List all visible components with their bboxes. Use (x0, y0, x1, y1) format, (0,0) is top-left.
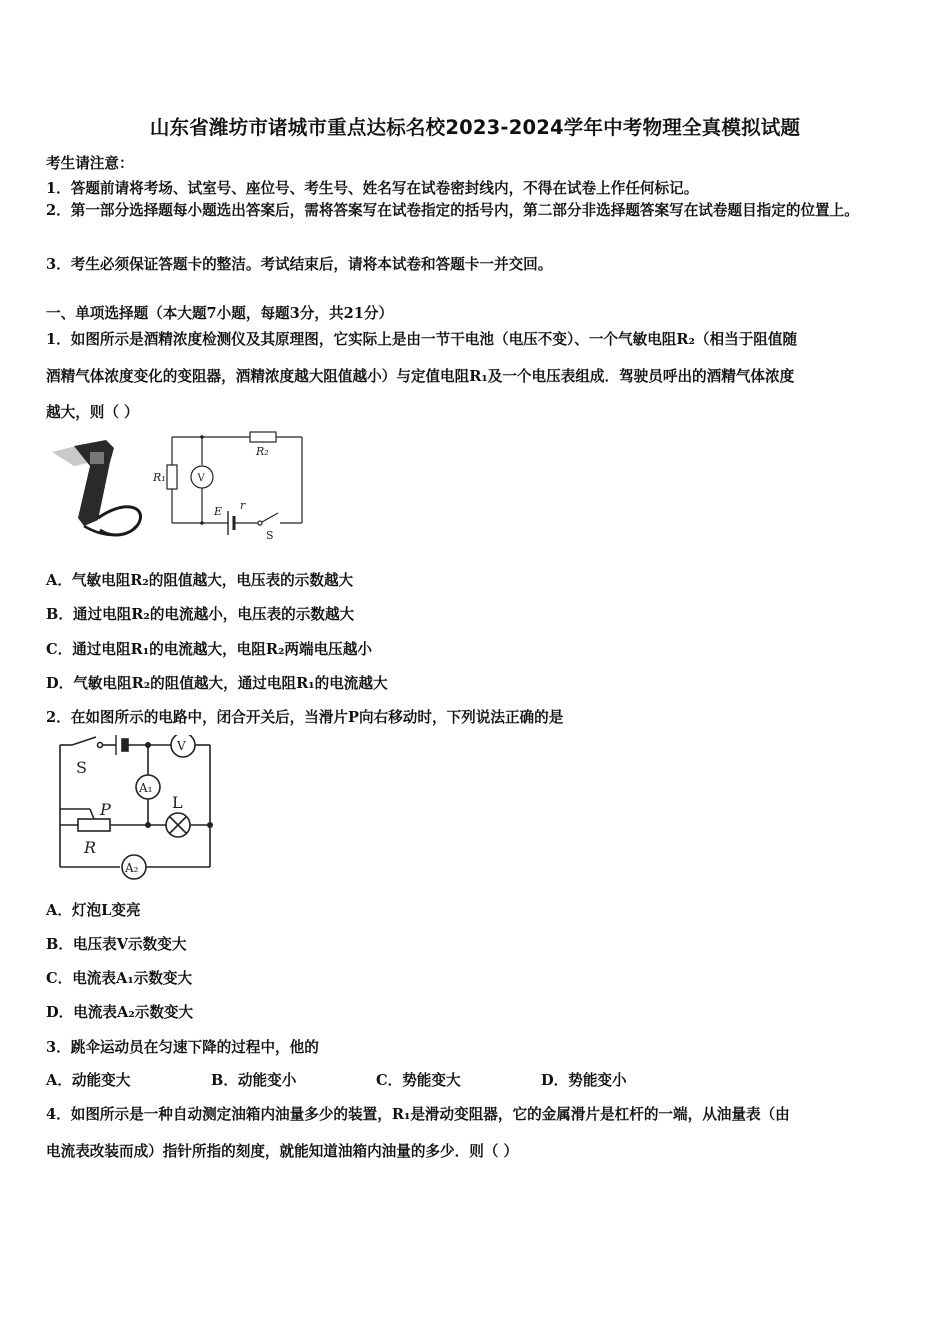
ammeter-a1-label: A₁ (139, 781, 153, 795)
q2-stem: 2．在如图所示的电路中，闭合开关后，当滑片P向右移动时，下列说法正确的是 (46, 709, 564, 726)
notice-item-3: 3．考生必须保证答题卡的整洁。考试结束后，请将本试卷和答题卡一并交回。 (46, 256, 553, 273)
label-r1: R₁ (153, 471, 166, 484)
resistor-r2-symbol (250, 432, 276, 442)
q4-stem-line-2: 电流表改装而成）指针所指的刻度，就能知道油箱内油量的多少．则（ ） (46, 1143, 519, 1160)
junction-dot (200, 435, 204, 439)
q2-option-d: D．电流表A₂示数变大 (46, 1004, 194, 1021)
voltmeter-label: V (177, 739, 186, 753)
q3-option-c: C．势能变大 (376, 1072, 461, 1089)
junction-dot (200, 521, 204, 525)
rheostat-r-symbol (78, 819, 110, 831)
q2-option-a: A．灯泡L变亮 (46, 902, 141, 919)
q3-option-a: A．动能变大 (46, 1072, 131, 1089)
voltmeter-label: V (197, 473, 205, 484)
q3-stem: 3．跳伞运动员在匀速下降的过程中，他的 (46, 1039, 319, 1056)
label-s: S (266, 529, 274, 542)
label-r2: R₂ (256, 445, 269, 458)
switch-contact (98, 743, 103, 748)
switch-lever (262, 513, 278, 522)
notice-heading: 考生请注意： (46, 155, 134, 172)
switch-contact (258, 521, 262, 525)
label-r: r (240, 499, 246, 512)
section-heading: 一、单项选择题（本大题7小题，每题3分，共21分） (46, 305, 394, 322)
q1-circuit-diagram (150, 425, 315, 545)
device-screen-shape (90, 452, 104, 464)
resistor-r1-symbol (167, 465, 177, 489)
label-l: L (172, 793, 183, 812)
junction-dot (207, 822, 213, 828)
label-r: R (84, 838, 97, 857)
slider-p-arrow (90, 809, 94, 819)
q3-option-b: B．动能变小 (211, 1072, 297, 1089)
q2-circuit-diagram (50, 735, 220, 880)
notice-item-1: 1．答题前请将考场、试室号、座位号、考生号、姓名写在试卷密封线内，不得在试卷上作任何标记。 (46, 180, 699, 197)
label-p: P (100, 800, 111, 819)
q1-option-b: B．通过电阻R₂的电流越小，电压表的示数越大 (46, 606, 355, 623)
lanyard-shape (84, 526, 136, 535)
breathalyzer-device-image (44, 430, 156, 542)
battery-short-plate (122, 739, 128, 751)
q2-option-b: B．电压表V示数变大 (46, 936, 187, 953)
switch-lever (72, 737, 96, 745)
q4-stem-line-1: 4．如图所示是一种自动测定油箱内油量多少的装置，R₁是滑动变阻器，它的金属滑片是杠杆的一端，从油量表（由 (46, 1106, 790, 1123)
q2-option-c: C．电流表A₁示数变大 (46, 970, 193, 987)
lanyard-shape (98, 507, 141, 535)
q1-option-d: D．气敏电阻R₂的阻值越大，通过电阻R₁的电流越大 (46, 675, 388, 692)
q1-stem-line-2: 酒精气体浓度变化的变阻器，酒精浓度越大阻值越小）与定值电阻R₁及一个电压表组成．驾驶员呼出的酒精气体浓度 (46, 368, 795, 385)
junction-dot (145, 742, 151, 748)
junction-dot (145, 822, 151, 828)
label-s: S (76, 758, 87, 777)
label-e: E (214, 505, 223, 518)
q1-stem-line-1: 1．如图所示是酒精浓度检测仪及其原理图，它实际上是由一节干电池（电压不变）、一个气敏电阻R₂（相当于阻值随 (46, 331, 798, 348)
notice-item-2: 2．第一部分选择题每小题选出答案后，需将答案写在试卷指定的括号内，第二部分非选择题答案写在试卷题目指定的位置上。 (46, 202, 859, 219)
ammeter-a2-label: A₂ (125, 861, 139, 875)
q1-stem-line-3: 越大，则（ ） (46, 404, 139, 421)
q1-option-a: A．气敏电阻R₂的阻值越大，电压表的示数越大 (46, 572, 354, 589)
q3-option-d: D．势能变小 (541, 1072, 627, 1089)
q1-option-c: C．通过电阻R₁的电流越大，电阻R₂两端电压越小 (46, 641, 372, 658)
page-title: 山东省潍坊市诸城市重点达标名校2023-2024学年中考物理全真模拟试题 (149, 116, 801, 139)
